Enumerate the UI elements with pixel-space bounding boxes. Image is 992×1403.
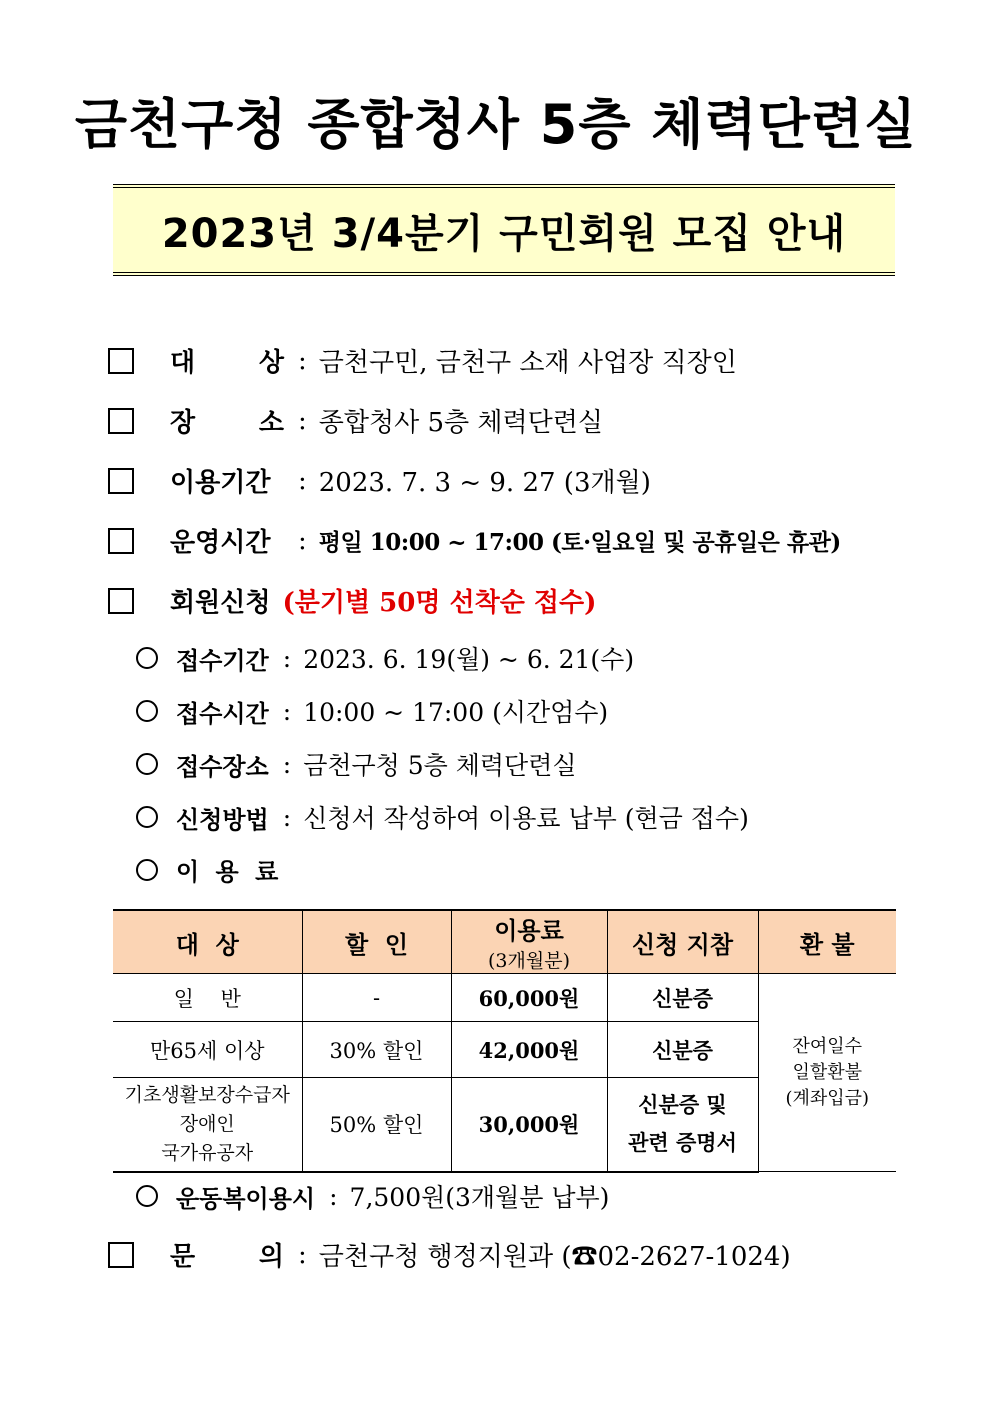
cell-discount: - (302, 974, 451, 1022)
cell-target: 만65세 이상 (113, 1022, 302, 1078)
cell-fee: 60,000원 (451, 974, 607, 1022)
cell-refund: 잔여일수 일할환불 (계좌입금) (758, 974, 896, 1172)
item-place: 장 소 : 종합청사 5층 체력단련실 (108, 402, 603, 439)
header-fee: 이용료 (3개월분) (451, 910, 607, 974)
item-target: 대 상 : 금천구민, 금천구 소재 사업장 직장인 (108, 342, 737, 379)
sub-item-fee (136, 852, 282, 887)
cell-discount: 50% 할인 (302, 1078, 451, 1172)
circle-bullet-icon (136, 700, 158, 722)
table-header-row (113, 910, 896, 974)
sub-item-value: 7,500원(3개월분 납부) (349, 1183, 610, 1212)
sub-item-value: 2023. 6. 19(월) ~ 6. 21(수) (303, 645, 635, 674)
header-refund: 환 불 (758, 910, 896, 974)
cell-target: 기초생활보장수급자 장애인 국가유공자 (113, 1078, 302, 1172)
item-value: 2023. 7. 3 ~ 9. 27 (3개월) (318, 468, 651, 498)
circle-bullet-icon (136, 1185, 158, 1207)
item-label: 문 의 (170, 1242, 284, 1272)
item-application (108, 582, 596, 619)
item-label: 대 상 (170, 348, 284, 378)
item-label: 이용기간 (170, 468, 271, 498)
fee-table (113, 909, 896, 1173)
subtitle: 2023년 3/4분기 구민회원 모집 안내 (161, 210, 847, 257)
item-hours: 운영시간 : 평일 10:00 ~ 17:00 (토·일요일 및 공휴일은 휴관) (108, 522, 841, 559)
item-value: 종합청사 5층 체력단련실 (318, 408, 603, 438)
cell-docs: 신분증 및 관련 증명서 (607, 1078, 758, 1172)
subtitle-banner (113, 184, 895, 276)
checkbox-icon (108, 408, 134, 434)
sub-item-label: 접수기간 (176, 646, 269, 675)
header-discount: 할 인 (302, 910, 451, 974)
item-label: 운영시간 (170, 528, 271, 558)
checkbox-icon (108, 588, 134, 614)
sub-item-value: 금천구청 5층 체력단련실 (303, 751, 577, 780)
sub-item-period: 접수기간 : 2023. 6. 19(월) ~ 6. 21(수) (136, 640, 634, 676)
sub-item-value: 신청서 작성하여 이용료 납부 (현금 접수) (303, 804, 749, 833)
checkbox-icon (108, 528, 134, 554)
sub-item-hours: 접수시간 : 10:00 ~ 17:00 (시간엄수) (136, 693, 608, 729)
sub-item-label: 접수장소 (176, 752, 269, 781)
cell-fee: 42,000원 (451, 1022, 607, 1078)
checkbox-icon (108, 468, 134, 494)
cell-docs: 신분증 (607, 974, 758, 1022)
header-docs: 신청 지참 (607, 910, 758, 974)
sub-item-value: 10:00 ~ 17:00 (시간엄수) (303, 698, 609, 727)
item-value: 금천구민, 금천구 소재 사업장 직장인 (318, 348, 737, 378)
table-row (113, 974, 896, 1022)
sub-item-label: 접수시간 (176, 699, 269, 728)
checkbox-icon (108, 1242, 134, 1268)
circle-bullet-icon (136, 859, 158, 881)
item-label: 장 소 (170, 408, 284, 438)
sub-item-method: 신청방법 : 신청서 작성하여 이용료 납부 (현금 접수) (136, 799, 749, 835)
circle-bullet-icon (136, 753, 158, 775)
page-title: 금천구청 종합청사 5층 체력단련실 (74, 93, 918, 156)
cell-discount: 30% 할인 (302, 1022, 451, 1078)
item-value: 평일 10:00 ~ 17:00 (토·일요일 및 공휴일은 휴관) (318, 529, 841, 556)
item-label: 회원신청 (170, 588, 271, 618)
sub-item-uniform: 운동복이용시 : 7,500원(3개월분 납부) (136, 1178, 609, 1214)
sub-item-label: 신청방법 (176, 805, 269, 834)
sub-item-location: 접수장소 : 금천구청 5층 체력단련실 (136, 746, 577, 782)
sub-item-label: 이 용 료 (176, 858, 283, 886)
circle-bullet-icon (136, 647, 158, 669)
cell-target: 일 반 (113, 974, 302, 1022)
cell-docs: 신분증 (607, 1022, 758, 1078)
item-inquiry: 문 의 : 금천구청 행정지원과 (☎02-2627-1024) (108, 1236, 791, 1273)
item-note: (분기별 50명 선착순 접수) (282, 588, 597, 618)
sub-item-label: 운동복이용시 (176, 1184, 316, 1213)
item-value: 금천구청 행정지원과 (☎02-2627-1024) (318, 1242, 791, 1272)
checkbox-icon (108, 348, 134, 374)
cell-fee: 30,000원 (451, 1078, 607, 1172)
item-period: 이용기간 : 2023. 7. 3 ~ 9. 27 (3개월) (108, 462, 651, 499)
header-target: 대 상 (113, 910, 302, 974)
circle-bullet-icon (136, 806, 158, 828)
